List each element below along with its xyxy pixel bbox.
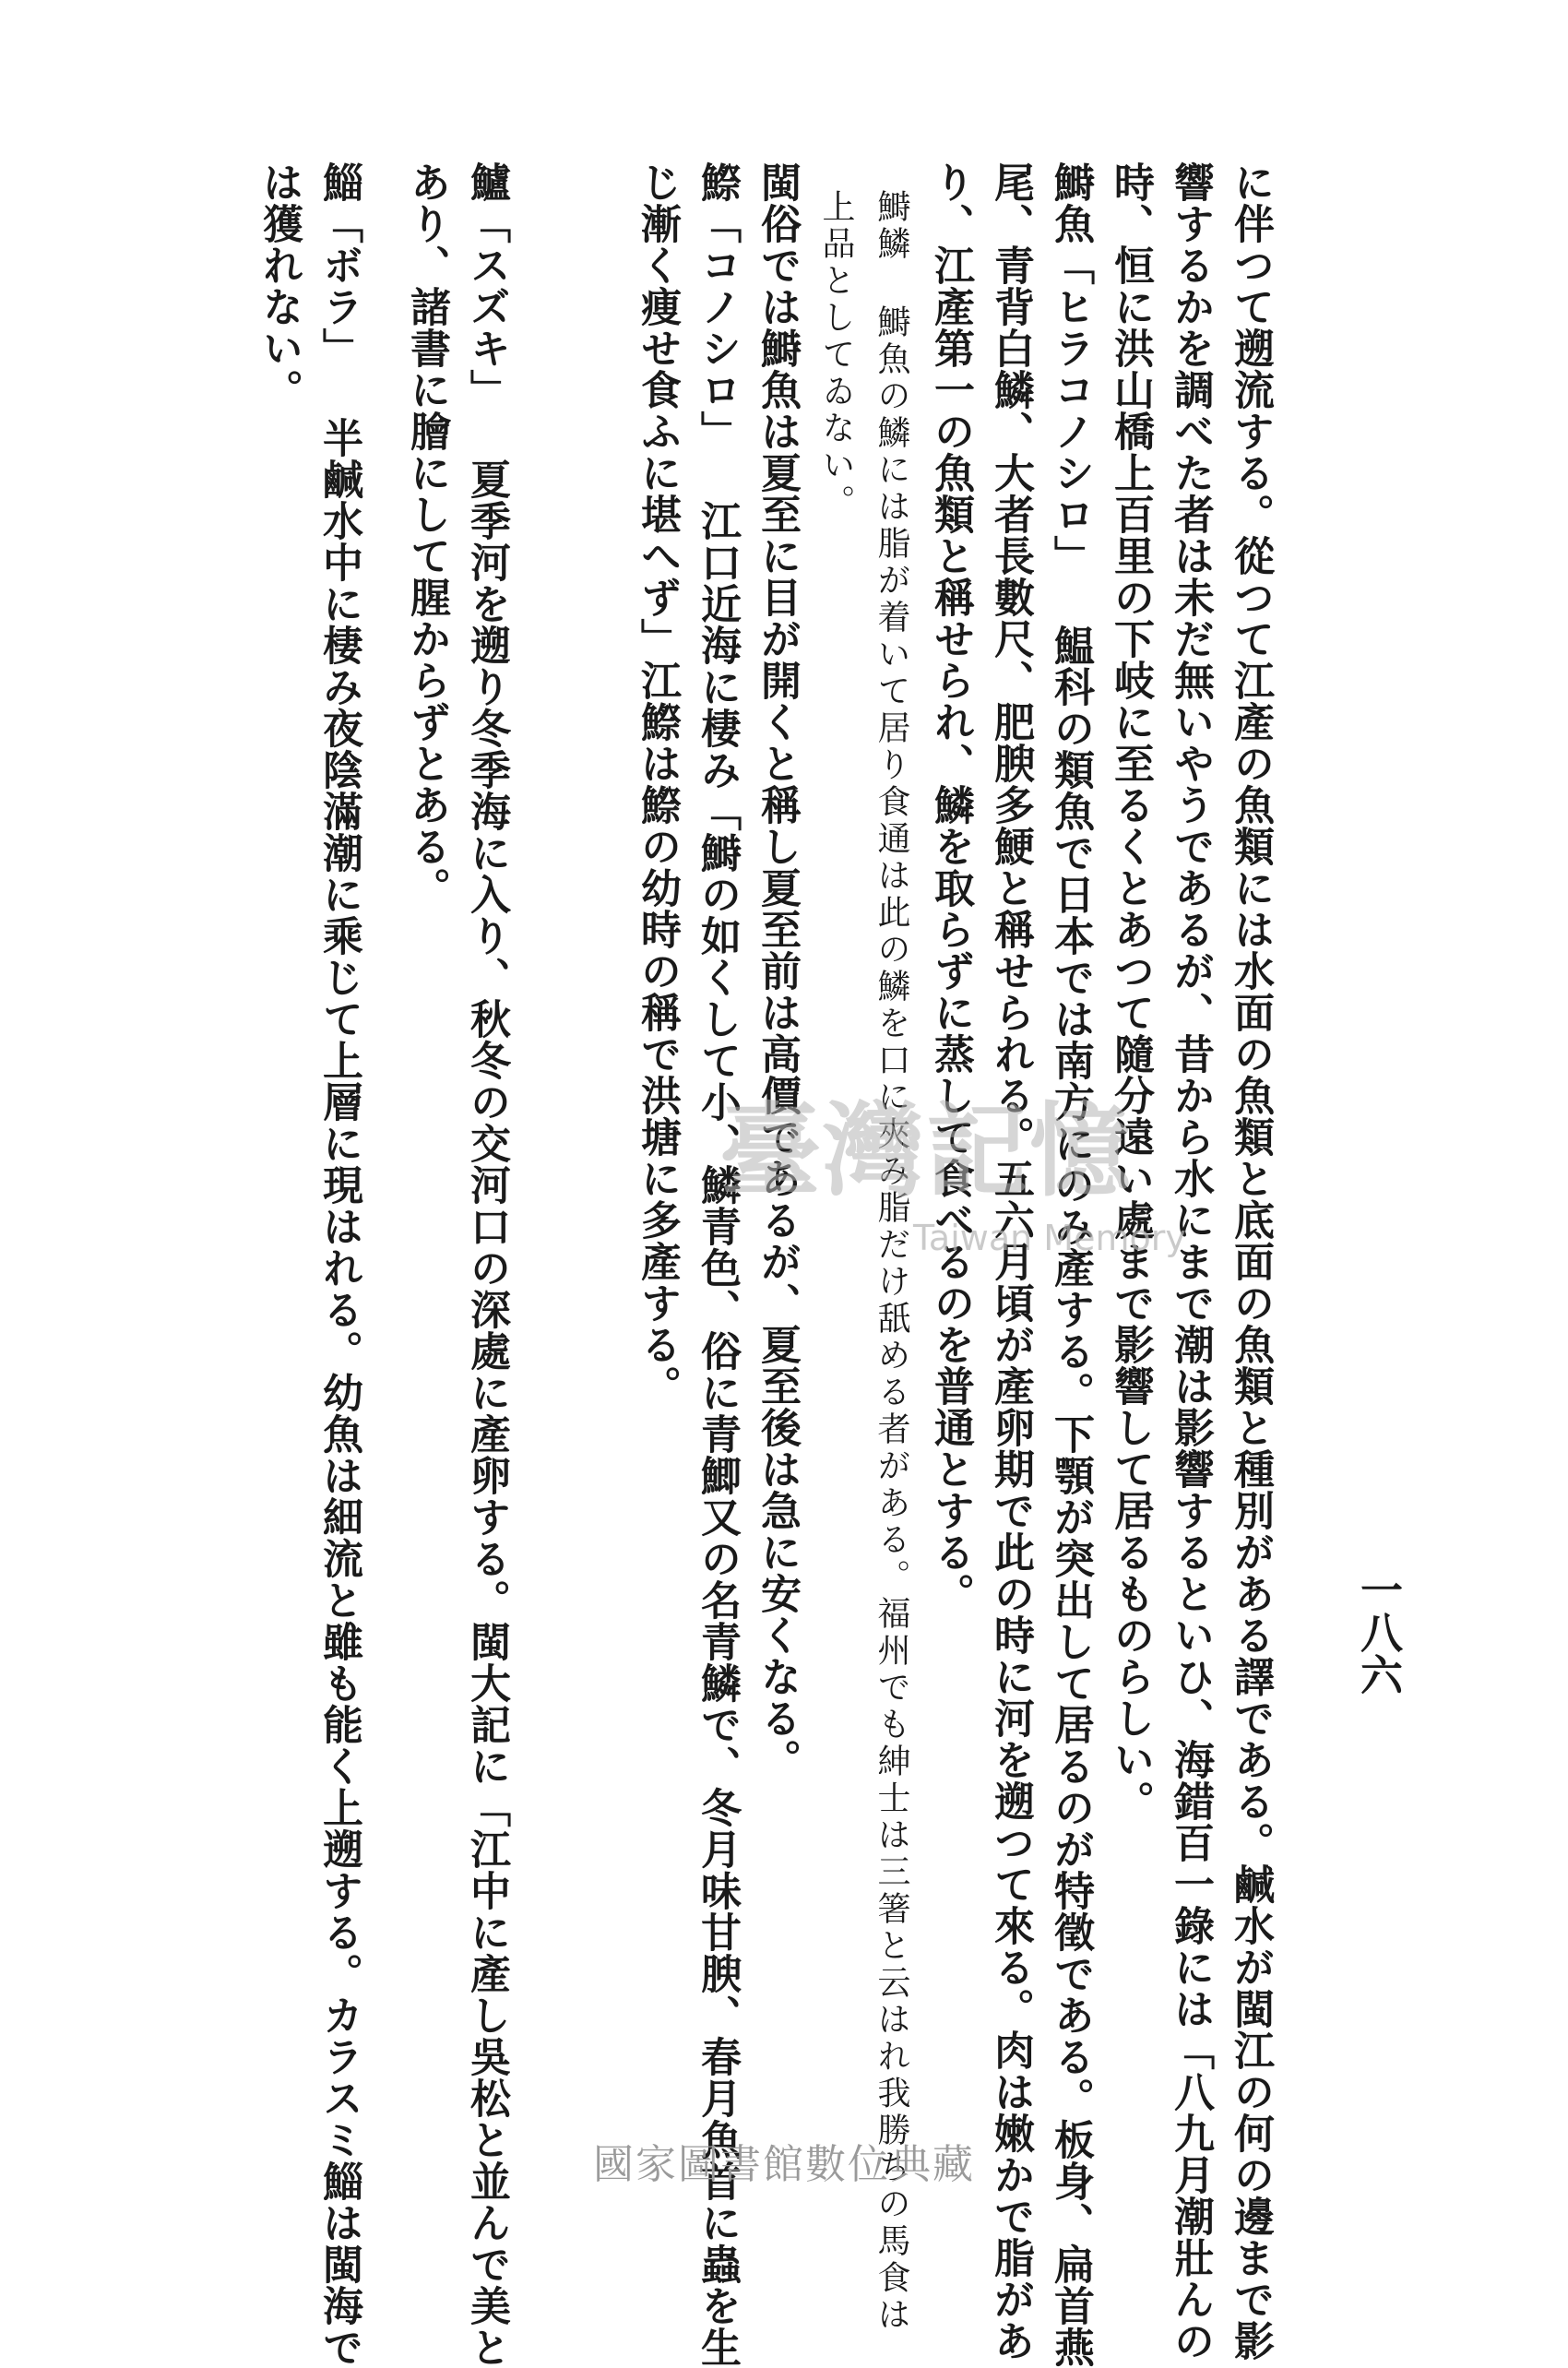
text-column: 響するかを調べた者は未だ無いやうであるが、昔から水にまで潮は影響するといひ、海錯百一錄には「八九月潮壯んの	[1167, 161, 1214, 2362]
watermark-english: Taiwan Memory	[913, 1218, 1186, 1258]
text-column: あり、諸書に膾にして腥からずとある。	[403, 161, 450, 909]
text-column: 鰶「コノシロ」 江口近海に棲み「鰣の如くして小、鱗青色、俗に青鯽又の名青鱗で、冬月味甘腴、春月魚首に蟲を生	[694, 161, 741, 2368]
text-column: じ漸く痩せ食ふに堪へず」江鰶は鰶の幼時の稱で洪塘に多產する。	[634, 161, 681, 1407]
watermark-chinese: 臺灣記憶	[719, 1091, 1133, 1210]
text-column: は獲れない。	[255, 161, 303, 411]
text-column: 閩俗では鰣魚は夏至に目が開くと稱し夏至前は高價であるが、夏至後は急に安くなる。	[754, 161, 801, 1780]
text-column: 鱸「スズキ」 夏季河を遡り冬季海に入り、秋冬の交河口の深處に產卵する。閩大記に「江中に產し吳松と並んで美と	[463, 161, 510, 2368]
page-number: 一八六	[1354, 1568, 1404, 1696]
text-column: に伴つて遡流する。從つて江產の魚類には水面の魚類と底面の魚類と種別がある譯である。鹹水が閩江の何の邊まで影	[1227, 161, 1274, 2362]
text-column: 尾、青背白鱗、大者長數尺、肥腴多鯁と稱せられる。五六月頃が產卵期で此の時に河を遡つて來る。肉は嫩かで脂があ	[987, 161, 1034, 2362]
note-column: 上品としてゐない。	[817, 189, 855, 521]
text-column: 鯔「ボラ」 半鹹水中に棲み夜陰滿潮に乘じて上層に現はれる。幼魚は細流と雖も能く上遡する。カラスミ鯔は閩海で	[315, 161, 362, 2368]
text-column: り、江產第一の魚類と稱せられ、鱗を取らずに蒸して食べるのを普通とする。	[927, 161, 974, 1614]
note-column: 鰣鱗 鰣魚の鱗には脂が着いて居り食通は此の鱗を口に夾み脂だけ舐める者がある。福州でも紳士は三箸と云はれ我勝ちの馬食は	[873, 189, 910, 2334]
text-column: 鰣魚「ヒラコノシロ」 鰛科の類魚で日本では南方にのみ產する。下顎が突出して居るのが特徵である。板身、扁首燕	[1047, 161, 1094, 2368]
text-column: 時、恒に洪山橋上百里の下岐に至るくとあつて隨分遠い處まで影響して居るものらしい。	[1107, 161, 1154, 1822]
footer-archive-label: 國家圖書館數位典藏	[593, 2141, 975, 2188]
